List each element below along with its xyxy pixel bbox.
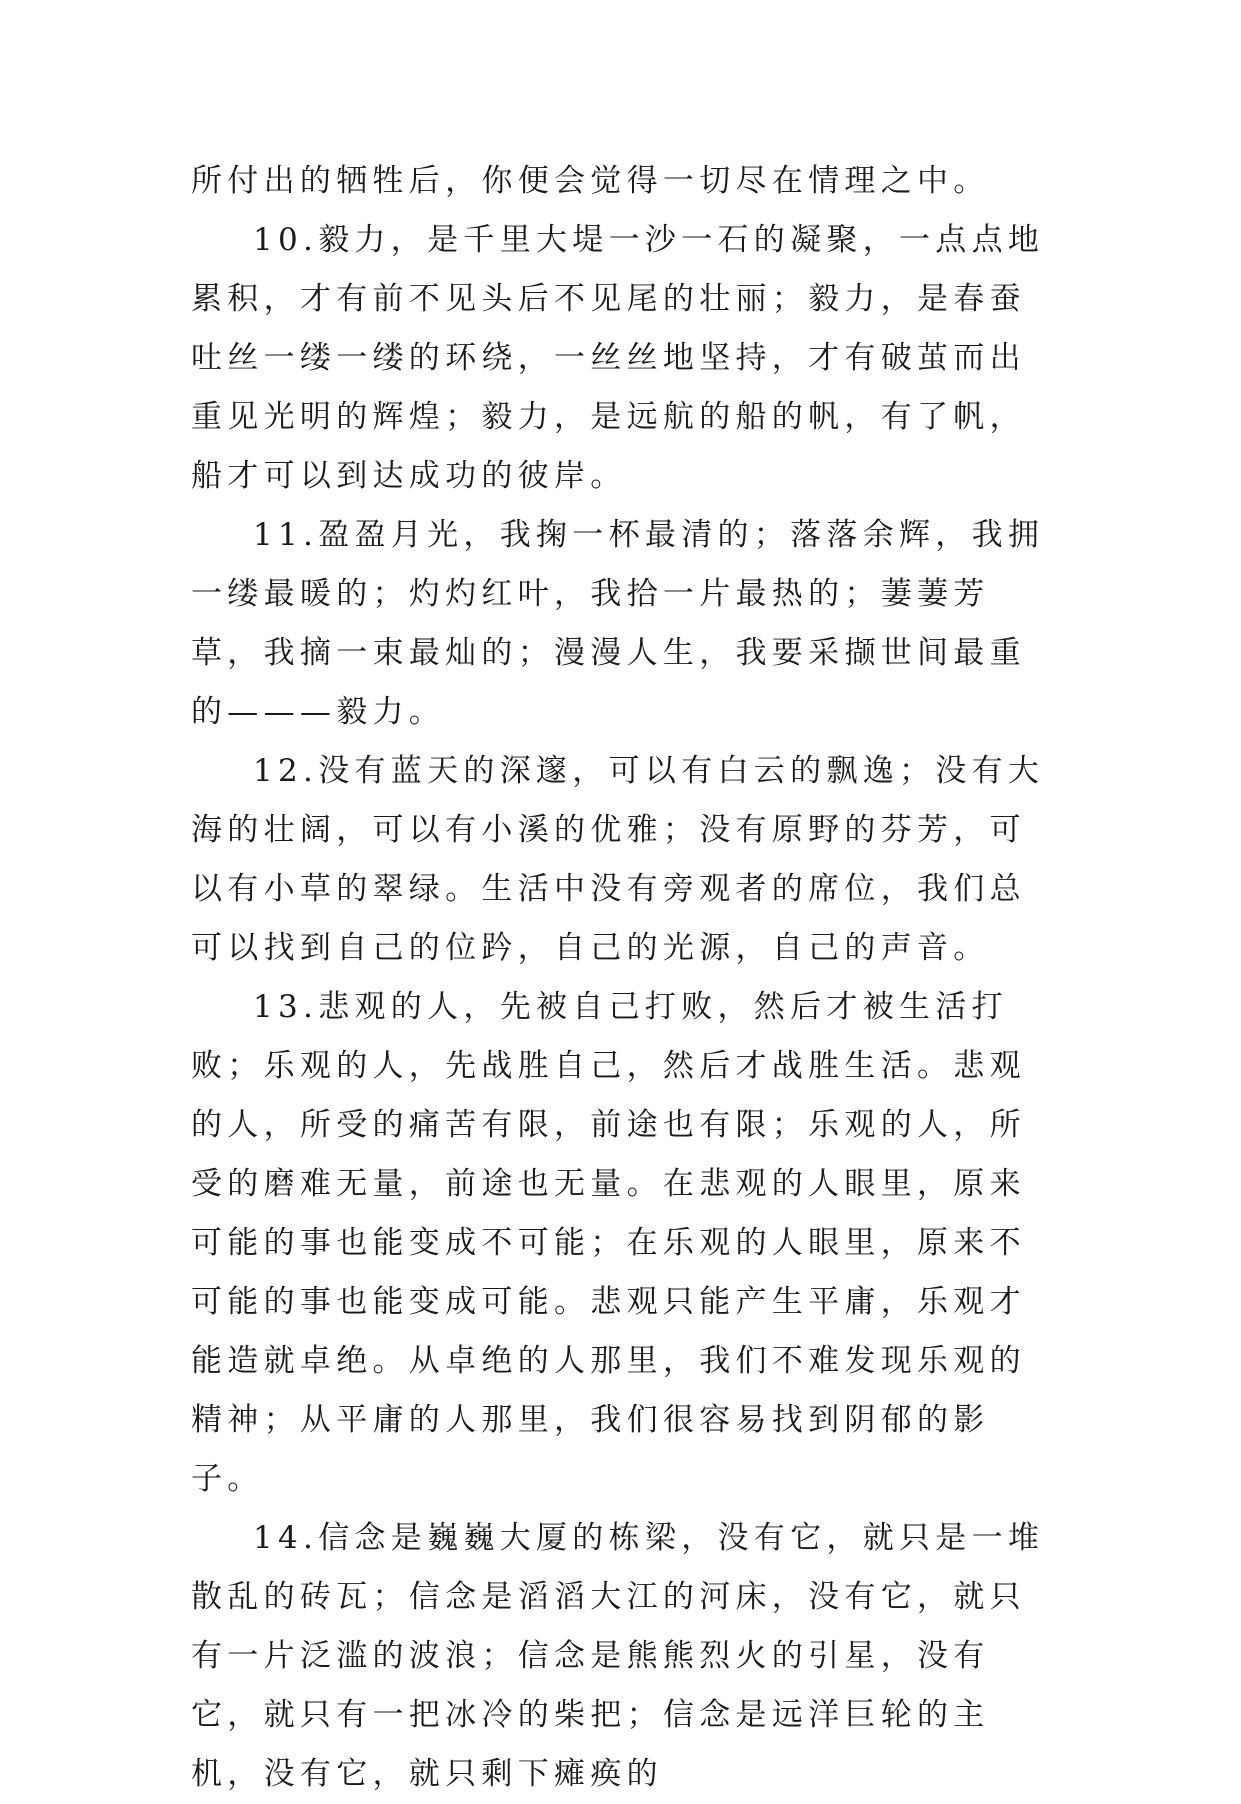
document-body [191, 152, 1051, 1804]
paragraph-13: 13.悲观的人，先被自己打败，然后才被生活打败；乐观的人，先战胜自己，然后才战胜生活。悲观的人，所受的痛苦有限，前途也有限；乐观的人，所受的磨难无量，前途也无量。在悲观的人眼里，原来可能的事也能变成不可能；在乐观的人眼里，原来不可能的事也能变成可能。悲观只能产生平庸，乐观才能造就卓绝。从卓绝的人那里，我们不难发现乐观的精神；从平庸的人那里，我们很容易找到阴郁的影子。 [191, 989, 1026, 1497]
paragraph-11: 11.盈盈月光，我掬一杯最清的；落落余辉，我拥一缕最暖的；灼灼红叶，我拾一片最热的；萋萋芳草，我摘一束最灿的；漫漫人生，我要采撷世间最重的———毅力。 [191, 517, 1045, 730]
paragraph-12: 12.没有蓝天的深邃，可以有白云的飘逸；没有大海的壮阔，可以有小溪的优雅；没有原野的芬芳，可以有小草的翠绿。生活中没有旁观者的席位，我们总可以找到自己的位趻，自己的光源，自己的声音。 [191, 753, 1045, 966]
paragraph-14: 14.信念是巍巍大厦的栋梁，没有它，就只是一堆散乱的砖瓦；信念是滔滔大江的河床，没有它，就只有一片泛滥的波浪；信念是熊熊烈火的引星，没有它，就只有一把冰冷的柴把；信念是远洋巨轮的主机，没有它，就只剩下瘫痪的 [191, 1520, 1045, 1792]
paragraph-continued: 所付出的牺牲后，你便会觉得一切尽在情理之中。 [191, 163, 990, 199]
paragraph-10: 10.毅力，是千里大堤一沙一石的凝聚，一点点地累积，才有前不见头后不见尾的壮丽；毅力，是春蚕吐丝一缕一缕的环绕，一丝丝地坚持，才有破茧而出重见光明的辉煌；毅力，是远航的船的帆，有了帆，船才可以到达成功的彼岸。 [191, 222, 1045, 494]
